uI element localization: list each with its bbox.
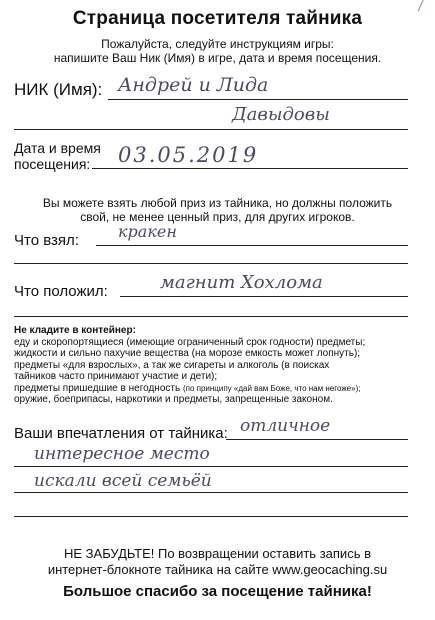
put-line-2	[14, 316, 408, 317]
rules-block	[14, 325, 424, 406]
nick-handwriting-1: Андрей и Лида	[118, 74, 269, 96]
put-label: Что положил:	[14, 283, 108, 300]
rules-line: тайников часто принимают участие и дети);	[14, 371, 218, 382]
impressions-handwriting-3: искали всей семьёй	[34, 471, 212, 491]
rules-line: предметы «для взрослых», а так же сигареты и алкоголь (в поисках	[14, 359, 330, 371]
took-line-2	[14, 263, 408, 264]
rules-heading: Не кладите в контейнер:	[14, 325, 136, 336]
intro-line-2: напишите Ваш Ник (Имя) в игре, дата и время посещения.	[53, 51, 382, 65]
page-title: Страница посетителя тайника	[72, 8, 363, 29]
date-line	[92, 168, 408, 169]
reminder-line-1: НЕ ЗАБУДЬТЕ! По возвращении оставить запись в	[64, 546, 371, 561]
impressions-handwriting-1: отличное	[240, 416, 331, 436]
nick-handwriting-2: Давыдовы	[232, 104, 330, 125]
nick-line-2	[14, 129, 408, 130]
date-label-2: посещения:	[14, 156, 91, 172]
reminder-line-2: интернет-блокноте тайника на сайте www.geocaching.su	[47, 562, 388, 577]
rules-line: оружие, боеприпасы, наркотики и предметы, запрещенные законом.	[14, 394, 333, 405]
date-handwriting: 03.05.2019	[118, 143, 259, 167]
prize-intro-1: Вы можете взять любой приз из тайника, но должны положить	[42, 196, 393, 210]
rules-line: еду и скоропортящиеся (имеющие ограниченный срок годности) предметы;	[14, 336, 366, 348]
impressions-line-1	[226, 439, 408, 440]
impressions-line-3	[14, 492, 408, 493]
rules-line-note: (по принципу «дай вам Боже, что нам негоже»);	[182, 383, 361, 393]
took-handwriting: кракен	[118, 222, 177, 241]
date-label-1: Дата и время	[14, 140, 101, 156]
rules-line: жидкости и сильно пахучие вещества (на морозе емкость может лопнуть);	[14, 348, 361, 359]
impressions-label: Ваши впечатления от тайника:	[14, 425, 228, 442]
took-line	[96, 245, 408, 246]
impressions-line-4	[14, 516, 408, 517]
took-label: Что взял:	[14, 232, 79, 249]
impressions-handwriting-2: интересное место	[34, 444, 210, 464]
rules-line: предметы пришедшие в негодность	[14, 382, 181, 394]
rules-line-split	[14, 383, 424, 395]
thanks-text: Большое спасибо за посещение тайника!	[63, 583, 372, 600]
put-line	[120, 296, 408, 297]
impressions-line-2	[14, 466, 408, 467]
nick-label: НИК (Имя):	[14, 80, 103, 99]
prize-intro-2: свой, не менее ценный приз, для других игроков.	[80, 210, 355, 224]
intro-line-1: Пожалуйста, следуйте инструкциям игры:	[101, 37, 334, 51]
put-handwriting: магнит Хохлома	[160, 272, 323, 293]
nick-line-1	[108, 99, 408, 100]
